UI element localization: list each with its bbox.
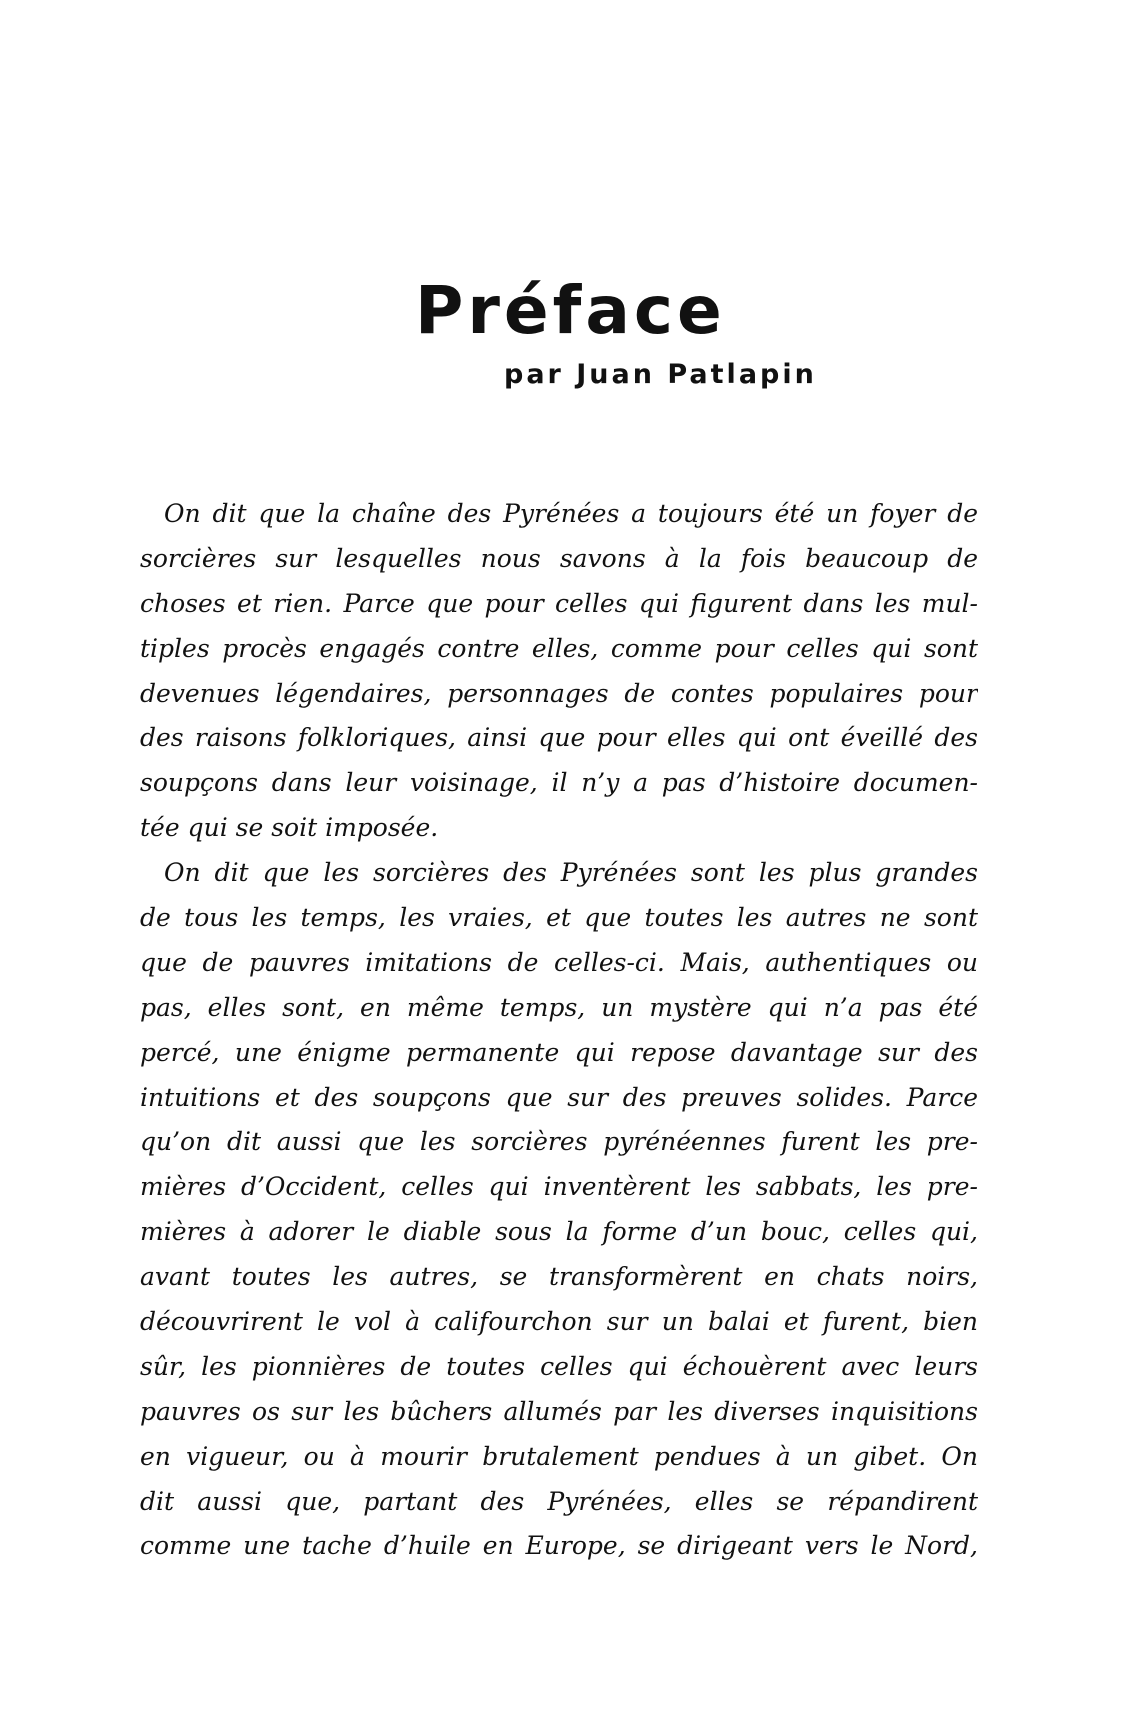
- text-line: tée qui se soit imposée.: [140, 813, 439, 843]
- text-line: pas, elles sont, en même temps, un mystère qui n’a pas été: [140, 992, 978, 1022]
- text-line: avant toutes les autres, se transformèrent en chats noirs,: [140, 1262, 978, 1292]
- text-line: qu’on dit aussi que les sorcières pyrénéennes furent les pre-: [140, 1127, 978, 1157]
- text-line: pauvres os sur les bûchers allumés par les diverses inquisitions: [140, 1396, 978, 1426]
- text-line: que de pauvres imitations de celles-ci. Mais, authentiques ou: [140, 947, 978, 977]
- text-line: devenues légendaires, personnages de contes populaires pour: [140, 678, 978, 708]
- text-line: percé, une énigme permanente qui repose davantage sur des: [140, 1037, 978, 1067]
- text-line: sorcières sur lesquelles nous savons à la fois beaucoup de: [140, 543, 978, 573]
- paragraph: [140, 851, 978, 1569]
- text-line: en vigueur, ou à mourir brutalement pendues à un gibet. On: [140, 1441, 978, 1471]
- text-line: soupçons dans leur voisinage, il n’y a pas d’histoire documen-: [140, 768, 978, 798]
- text-line: découvrirent le vol à califourchon sur un balai et furent, bien: [140, 1307, 978, 1337]
- text-line: dit aussi que, partant des Pyrénées, elles se répandirent: [140, 1486, 978, 1516]
- text-line: sûr, les pionnières de toutes celles qui échouèrent avec leurs: [140, 1351, 978, 1381]
- text-line: mières d’Occident, celles qui inventèrent les sabbats, les pre-: [140, 1172, 978, 1202]
- page-title: Préface: [415, 272, 726, 349]
- text-line: mières à adorer le diable sous la forme d’un bouc, celles qui,: [140, 1217, 978, 1247]
- text-line: comme une tache d’huile en Europe, se dirigeant vers le Nord,: [140, 1531, 978, 1561]
- text-line: des raisons folkloriques, ainsi que pour elles qui ont éveillé des: [140, 723, 978, 753]
- text-line: choses et rien. Parce que pour celles qui figurent dans les mul-: [140, 588, 978, 618]
- text-line: de tous les temps, les vraies, et que toutes les autres ne sont: [140, 903, 978, 933]
- preface-body: [140, 492, 978, 1569]
- text-line: intuitions et des soupçons que sur des preuves solides. Parce: [140, 1082, 978, 1112]
- text-line: On dit que la chaîne des Pyrénées a toujours été un foyer de: [164, 499, 978, 528]
- text-line: tiples procès engagés contre elles, comme pour celles qui sont: [140, 633, 978, 663]
- paragraph: [140, 492, 978, 851]
- author-byline: par Juan Patlapin: [504, 359, 817, 390]
- text-line: On dit que les sorcières des Pyrénées sont les plus grandes: [164, 858, 978, 888]
